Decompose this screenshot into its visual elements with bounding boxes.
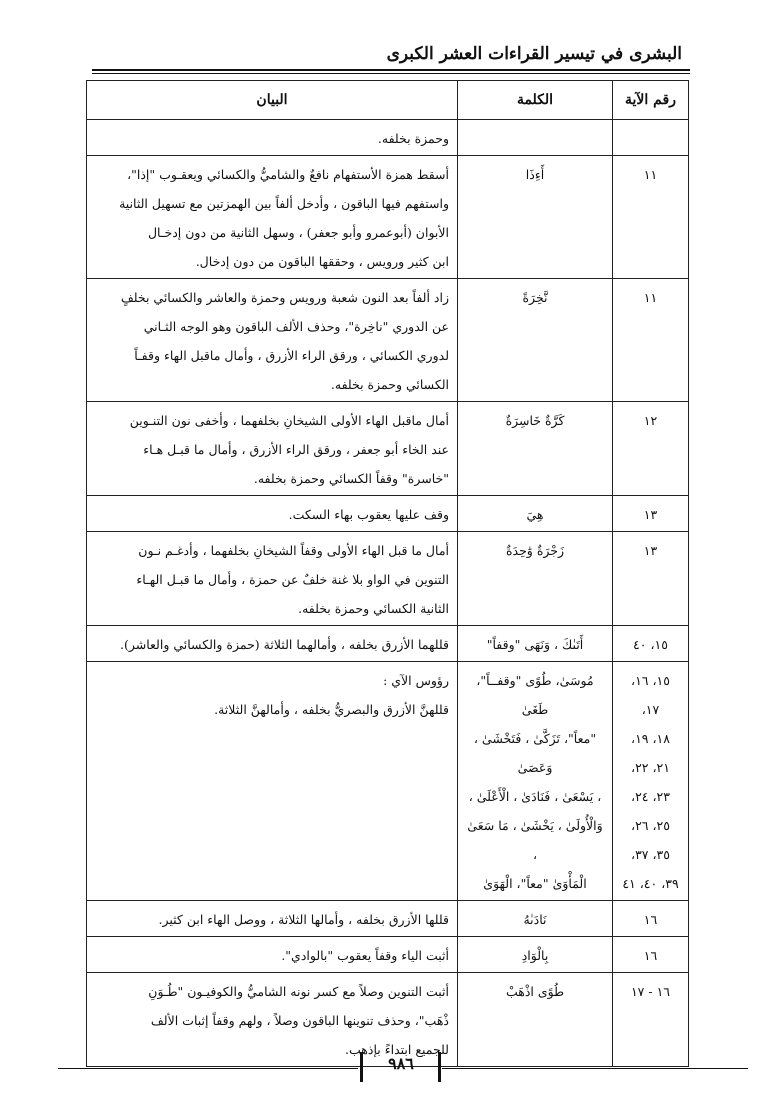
table-row (87, 532, 689, 626)
explanation-text: واستفهم فيها الباقون ، وأدخل ألفاً بين الهمزتين مع تسهيل الثانية (119, 196, 449, 211)
word-cell (458, 626, 613, 662)
explanation-text: التنوين في الواو بلا غنة خلفٌ عن حمزة ، وأمال ما قبـل الهـاء (136, 572, 449, 587)
ayah-number: ١٨، ١٩، (631, 731, 670, 746)
ayah-number-cell (613, 626, 689, 662)
quran-word: بِالْوَادِ (521, 948, 549, 963)
footer-bar-left (360, 1052, 363, 1082)
ayah-number: ٢٣، ٢٤، (631, 789, 670, 804)
ayah-number: ١٥، ٤٠ (633, 637, 668, 652)
word-cell (458, 937, 613, 973)
ayah-number: ٣٩، ٤٠، ٤١ (622, 876, 679, 891)
page-header (92, 42, 690, 72)
explanation-text: الأبوان (أبوعمرو وأبو جعفر) ، وسهل الثانية من دون إدخـال (147, 225, 449, 240)
explanation-text: رؤوس الآي : (383, 673, 449, 688)
ayah-number-cell (613, 120, 689, 156)
explanation-text: الكسائي وحمزة بخلفه. (330, 377, 449, 392)
word-cell (458, 156, 613, 279)
quran-word: أَءِذَا (525, 167, 545, 182)
quran-word: وَالْأُولَىٰ ، يَخْشَىٰ ، مَا سَعَىٰ ، (467, 818, 603, 862)
ayah-number: ١٦ (643, 948, 658, 963)
quran-word: ، يَسْعَىٰ ، فَنَادَىٰ ، الْأَعْلَىٰ ، (468, 789, 602, 804)
quran-word: أَتَىٰكَ ، وَنَهَى "وقفاً" (486, 637, 584, 652)
ayah-number: ١١ (643, 167, 658, 182)
table-row (87, 626, 689, 662)
ayah-number: ٢٥، ٢٦، (631, 818, 670, 833)
word-cell (458, 496, 613, 532)
explanation-text: قللهما الأزرق بخلفه ، وأمالهما الثلاثة (حمزة والكسائي والعاشر). (120, 637, 449, 652)
quran-word: مُوسَىٰ، طُوًى "وقفــاً"، طَغَىٰ (476, 673, 594, 717)
explanation-text: أمال ماقبل الهاء الأولى الشيخانِ بخلفهما ، وأخفى نون التنـوين (129, 413, 449, 428)
ayah-number-cell (613, 937, 689, 973)
page-number: ٩٨٦ (388, 1054, 414, 1073)
table-row (87, 120, 689, 156)
explanation-cell (87, 120, 458, 156)
explanation-text: وحمزة بخلفه. (377, 131, 449, 146)
explanation-text: ابن كثير ورويس ، وحققها الباقون من دون إدخال. (195, 254, 449, 269)
ayah-number-cell (613, 496, 689, 532)
quran-word: الْمَأْوَىٰ "معاً"، الْهَوَىٰ (483, 876, 587, 891)
explanation-cell (87, 662, 458, 901)
table-row (87, 279, 689, 402)
explanation-text: ذْهَب"، وحذف تنوينها الباقون وصلاً ، ولهم وقفاً إثبات الألف (150, 1013, 449, 1028)
footer-rule-left (58, 1068, 358, 1069)
quran-word: هِيَ (526, 507, 544, 522)
table-row (87, 156, 689, 279)
ayah-number: ١٥، ١٦، ١٧، (631, 673, 670, 717)
explanation-text: أثبت الياء وقفاً يعقوب "بالوادي". (281, 948, 449, 963)
book-title: البشرى في تيسير القراءات العشر الكبرى (386, 44, 682, 64)
table-row (87, 901, 689, 937)
table-body (87, 120, 689, 1067)
ayah-number: ١٣ (643, 507, 658, 522)
explanation-text: أسقط همزة الأستفهام نافعٌ والشاميُّ والكسائي ويعقـوب "إذا"، (127, 167, 449, 182)
table-row (87, 937, 689, 973)
word-cell (458, 279, 613, 402)
quran-word: نَّخِرَةً (522, 290, 548, 305)
explanation-text: عند الخاء أبو جعفر ، ورقق الراء الأزرق ، وأمال ما قبـل هـاء (143, 442, 449, 457)
explanation-text: زاد ألفاً بعد النون شعبة ورويس وحمزة والعاشر والكسائي بخلفٍ (120, 290, 449, 305)
header-ayah-number: رقم الآية (613, 81, 689, 120)
ayah-number: ٣٥، ٣٧، (631, 847, 670, 862)
explanation-text: وقف عليها يعقوب بهاء السكت. (288, 507, 449, 522)
explanation-cell (87, 532, 458, 626)
explanation-cell (87, 901, 458, 937)
ayah-number: ٢١، ٢٢، (631, 760, 670, 775)
ayah-number: ١٦ - ١٧ (630, 984, 671, 999)
footer-rule-right (442, 1068, 748, 1069)
header-rule (92, 69, 690, 71)
explanation-cell (87, 279, 458, 402)
quran-word: "معاً"، تَزَكَّىٰ ، فَتَخْشَىٰ ، وَعَصَىٰ (473, 731, 597, 775)
explanation-cell (87, 937, 458, 973)
header-explanation: البيان (87, 81, 458, 120)
explanation-text: للجميع ابتداءً بإذهب. (345, 1042, 449, 1057)
word-cell (458, 402, 613, 496)
ayah-number-cell (613, 402, 689, 496)
ayah-number: ١٢ (643, 413, 658, 428)
ayah-number: ١٦ (643, 912, 658, 927)
ayah-number: ١١ (643, 290, 658, 305)
explanation-text: الثانية الكسائي وحمزة بخلفه. (298, 601, 449, 616)
explanation-text: أثبت التنوين وصلاً مع كسر نونه الشاميُّ والكوفيـون "طُـوَنِ (148, 984, 449, 999)
explanation-cell (87, 496, 458, 532)
explanation-cell (87, 156, 458, 279)
table-row (87, 496, 689, 532)
quran-word: زَجْرَةٌ وَٰحِدَةٌ (505, 543, 565, 558)
word-cell (458, 120, 613, 156)
ayah-number-cell (613, 662, 689, 901)
quran-word: نَادَىٰهُ (523, 912, 547, 927)
word-cell (458, 662, 613, 901)
explanation-text: قللها الأزرق بخلفه ، وأمالها الثلاثة ، ووصل الهاء ابن كثير. (158, 912, 449, 927)
explanation-cell (87, 626, 458, 662)
explanation-text: لدوري الكسائي ، ورقق الراء الأزرق ، وأمال ماقبل الهاء وقفـاً (134, 348, 449, 363)
footer-bar-right (438, 1052, 441, 1082)
qiraat-table (86, 80, 689, 1067)
quran-word: كَرَّةٌ خَاسِرَةٌ (505, 413, 565, 428)
page-footer (58, 1050, 748, 1090)
explanation-text: "خاسرة" وقفاً الكسائي وحمزة بخلفه. (253, 471, 449, 486)
ayah-number-cell (613, 156, 689, 279)
table-header-row (87, 81, 689, 120)
table-row (87, 662, 689, 901)
ayah-number: ١٣ (643, 543, 658, 558)
header-word: الكلمة (458, 81, 613, 120)
explanation-text: أمال ما قبل الهاء الأولى وقفاً الشيخانِ بخلفهما ، وأدغـم نـون (138, 543, 449, 558)
explanation-cell (87, 402, 458, 496)
header-rule-thin (92, 73, 690, 74)
table-row (87, 402, 689, 496)
word-cell (458, 532, 613, 626)
explanation-text: عن الدوري "ناخِرة"، وحذف الألف الباقون وهو الوجه الثـاني (143, 319, 449, 334)
ayah-number-cell (613, 532, 689, 626)
quran-word: طُوًى اذْهَبْ (505, 984, 565, 999)
word-cell (458, 901, 613, 937)
ayah-number-cell (613, 901, 689, 937)
ayah-number-cell (613, 279, 689, 402)
explanation-text: قللهنَّ الأزرق والبصريُّ بخلفه ، وأمالهنَّ الثلاثة. (214, 702, 449, 717)
